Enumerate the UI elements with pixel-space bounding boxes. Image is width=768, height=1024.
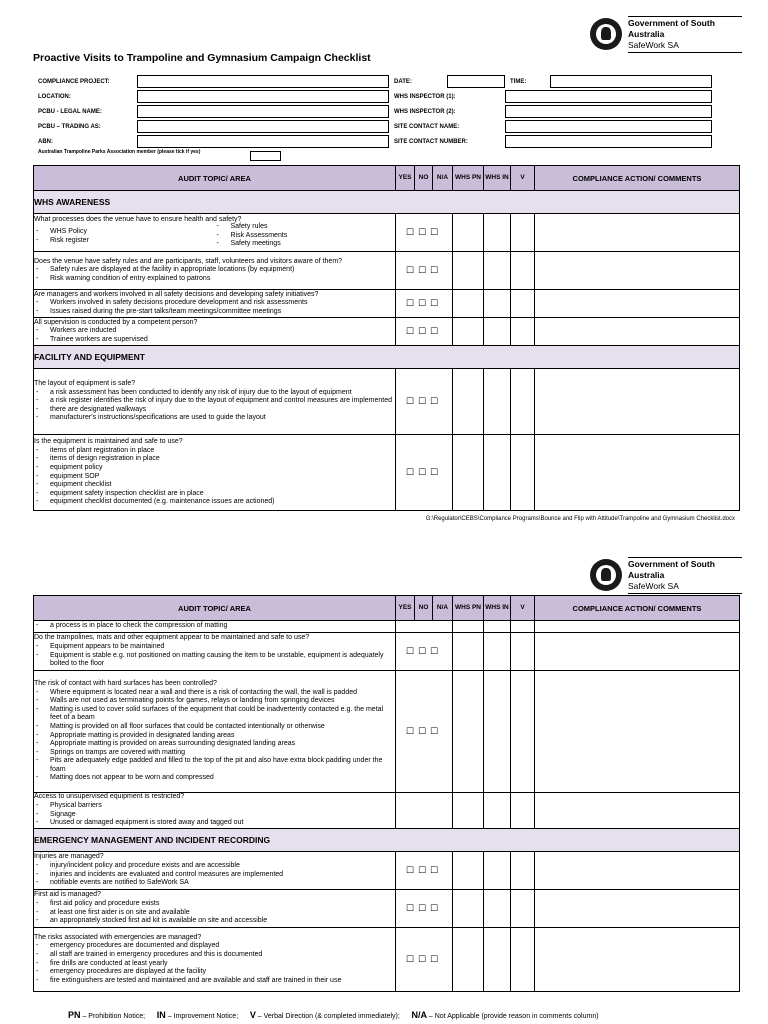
comments-cell[interactable]: [535, 890, 740, 928]
state-seal-icon: [590, 559, 622, 591]
list-item: - Appropriate matting is provided in designated landing areas: [34, 732, 395, 741]
list-item: - Equipment is stable e.g. not positioned on matting causing the item to be unstable, equipment is adequately bolted to the floor: [34, 652, 395, 669]
comments-cell[interactable]: [535, 435, 740, 511]
checkbox-group[interactable]: [396, 621, 453, 633]
checkbox-group[interactable]: ☐☐☐: [396, 890, 453, 928]
agency-name: SafeWork SA: [628, 580, 679, 591]
list-item: - there are designated walkways: [34, 406, 395, 415]
checkbox-group[interactable]: ☐☐☐: [396, 369, 453, 435]
legend-in: IN: [156, 1010, 166, 1020]
label-compliance-project: COMPLIANCE PROJECT:: [38, 79, 110, 85]
list-item: - Walls are not used as terminating points for games, relays or landing from springing devices: [34, 697, 395, 706]
list-item: - a risk assessment has been conducted to identify any risk of injury due to the layout of equipment: [34, 389, 395, 398]
list-item: - injuries and incidents are evaluated and control measures are implemented: [34, 871, 395, 880]
table-row: [34, 318, 740, 346]
v-cell[interactable]: [511, 890, 535, 928]
v-cell[interactable]: [511, 928, 535, 992]
checkbox-group[interactable]: ☐☐☐: [396, 671, 453, 793]
col-yes: YES: [396, 166, 415, 191]
list-item: - Risk register: [34, 237, 215, 246]
question-text: What processes does the venue have to ensure health and safety?: [34, 216, 242, 224]
legend-pn: PN: [68, 1010, 81, 1020]
list-item: - Safety rules are displayed at the facility in appropriate locations (by equipment): [34, 266, 395, 275]
whs-pn-cell[interactable]: [453, 214, 484, 252]
list-item: - notifiable events are notified to SafeWork SA: [34, 879, 395, 888]
section-row: [34, 346, 740, 369]
table-row: [34, 852, 740, 890]
comments-cell[interactable]: [535, 290, 740, 318]
list-item: - Safety rules: [215, 223, 396, 232]
whs-in-cell[interactable]: [484, 671, 511, 793]
label-inspector-1: WHS INSPECTOR (1):: [394, 94, 456, 100]
v-cell[interactable]: [511, 318, 535, 346]
list-item: - Safety meetings: [215, 240, 396, 249]
question-text: The risks associated with emergencies are managed?: [34, 933, 202, 941]
label-pcbu-legal: PCBU - LEGAL NAME:: [38, 109, 102, 115]
question-text: Is the equipment is maintained and safe to use?: [34, 438, 183, 446]
question-text: The risk of contact with hard surfaces has been controlled?: [34, 679, 217, 687]
question-cell: [34, 890, 396, 928]
question-cell: [34, 252, 396, 290]
question-cell: [34, 369, 396, 435]
checkbox-group[interactable]: ☐☐☐: [396, 852, 453, 890]
col-yes: YES: [396, 596, 415, 621]
whs-pn-cell[interactable]: [453, 252, 484, 290]
whs-in-cell[interactable]: [484, 852, 511, 890]
time-field[interactable]: [550, 75, 712, 88]
list-item: - Pits are adequately edge padded and filled to the top of the pit and also have extra block padding under the foam: [34, 757, 395, 774]
question-cell: [34, 852, 396, 890]
v-cell[interactable]: [511, 621, 535, 633]
v-cell[interactable]: [511, 214, 535, 252]
v-cell[interactable]: [511, 369, 535, 435]
comments-cell[interactable]: [535, 633, 740, 671]
list-item: - equipment policy: [34, 464, 395, 473]
legend: [68, 1010, 599, 1020]
question-cell: [34, 633, 396, 671]
table-row: [34, 928, 740, 992]
list-item: - items of plant registration in place: [34, 447, 395, 456]
whs-pn-cell[interactable]: [453, 633, 484, 671]
list-item: - a risk register identifies the risk of injury due to the layout of equipment and control measures are implemented: [34, 397, 395, 406]
site-contact-name-field[interactable]: [505, 120, 712, 133]
list-item: - an appropriately stocked first aid kit is available on site and accessible: [34, 917, 395, 926]
agency-name: SafeWork SA: [628, 39, 679, 50]
question-text: Injuries are managed?: [34, 853, 104, 861]
whs-pn-cell[interactable]: [453, 435, 484, 511]
list-item: - fire drills are conducted at least yearly: [34, 960, 395, 969]
whs-in-cell[interactable]: [484, 369, 511, 435]
site-contact-number-field[interactable]: [505, 135, 712, 148]
v-cell[interactable]: [511, 252, 535, 290]
list-item: - Where equipment is located near a wall and there is a risk of contacting the wall, the wall is padded: [34, 689, 395, 698]
checkbox-group[interactable]: ☐☐☐: [396, 928, 453, 992]
table-row: [34, 369, 740, 435]
checkbox-group[interactable]: ☐☐☐: [396, 252, 453, 290]
list-item: - WHS Policy: [34, 228, 215, 237]
list-item: - Matting is used to cover solid surfaces of the equipment that could be inadvertently contacted e.g. the metal feet of a beam: [34, 706, 395, 723]
col-na: N/A: [433, 596, 453, 621]
list-item: - all staff are trained in emergency procedures and this is documented: [34, 951, 395, 960]
comments-cell[interactable]: [535, 793, 740, 829]
legend-in-text: – Improvement Notice;: [165, 1013, 239, 1020]
question-text: First aid is managed?: [34, 891, 101, 899]
col-v: V: [511, 596, 535, 621]
whs-in-cell[interactable]: [484, 252, 511, 290]
list-item: - emergency procedures are displayed at the facility: [34, 968, 395, 977]
comments-cell[interactable]: [535, 369, 740, 435]
date-field[interactable]: [447, 75, 505, 88]
comments-cell[interactable]: [535, 671, 740, 793]
list-item: - first aid policy and procedure exists: [34, 900, 395, 909]
compliance-project-field[interactable]: [137, 75, 389, 88]
whs-pn-cell[interactable]: [453, 890, 484, 928]
whs-pn-cell[interactable]: [453, 621, 484, 633]
col-whs-pn: WHS PN: [453, 596, 484, 621]
section-row: [34, 191, 740, 214]
whs-in-cell[interactable]: [484, 633, 511, 671]
table-row: [34, 621, 740, 633]
whs-pn-cell[interactable]: [453, 852, 484, 890]
location-field[interactable]: [137, 90, 389, 103]
comments-cell[interactable]: [535, 621, 740, 633]
list-item: - Matting does not appear to be worn and compressed: [34, 774, 395, 783]
legend-v: V: [249, 1010, 256, 1020]
question-text: The layout of equipment is safe?: [34, 380, 136, 388]
col-comments: COMPLIANCE ACTION/ COMMENTS: [535, 166, 740, 191]
legend-pn-text: – Prohibition Notice;: [80, 1013, 146, 1020]
whs-in-cell[interactable]: [484, 793, 511, 829]
col-no: NO: [415, 596, 433, 621]
list-item: - a process is in place to check the compression of matting: [34, 622, 395, 631]
question-cell: [34, 290, 396, 318]
list-item: - Equipment appears to be maintained: [34, 643, 395, 652]
section-facility-equipment: FACILITY AND EQUIPMENT: [34, 346, 740, 369]
checkbox-group[interactable]: ☐☐☐: [396, 435, 453, 511]
list-item: - Physical barriers: [34, 802, 395, 811]
label-site-contact-number: SITE CONTACT NUMBER:: [394, 139, 468, 145]
gov-logo: [590, 14, 742, 54]
label-atpa: Australian Trampoline Parks Association member (please tick if yes): [38, 149, 201, 155]
table-header-row: [34, 596, 740, 621]
table-row: [34, 435, 740, 511]
list-item: - equipment checklist documented (e.g. maintenance issues are actioned): [34, 498, 395, 507]
whs-in-cell[interactable]: [484, 214, 511, 252]
question-cell: [34, 318, 396, 346]
whs-pn-cell[interactable]: [453, 369, 484, 435]
label-time: TIME:: [510, 79, 527, 85]
list-item: - Risk Assessments: [215, 232, 396, 241]
question-cell: [34, 793, 396, 829]
label-abn: ABN:: [38, 139, 53, 145]
whs-in-cell[interactable]: [484, 435, 511, 511]
comments-cell[interactable]: [535, 928, 740, 992]
question-cell: [34, 671, 396, 793]
list-item: - fire extinguishers are tested and maintained and are available and staff are trained in their use: [34, 977, 395, 986]
pcbu-trading-field[interactable]: [137, 120, 389, 133]
list-item: - Springs on tramps are covered with matting: [34, 749, 395, 758]
whs-pn-cell[interactable]: [453, 928, 484, 992]
col-no: NO: [415, 166, 433, 191]
whs-in-cell[interactable]: [484, 318, 511, 346]
abn-field[interactable]: [137, 135, 389, 148]
list-item: - at least one first aider is on site and available: [34, 909, 395, 918]
gov-name: Government of South Australia: [628, 17, 715, 39]
section-whs-awareness: WHS AWARENESS: [34, 191, 740, 214]
comments-cell[interactable]: [535, 252, 740, 290]
checkbox-group[interactable]: ☐☐☐: [396, 214, 453, 252]
table-row: [34, 252, 740, 290]
list-item: - equipment SOP: [34, 473, 395, 482]
table-header-row: [34, 166, 740, 191]
comments-cell[interactable]: [535, 852, 740, 890]
col-whs-in: WHS IN: [484, 596, 511, 621]
v-cell[interactable]: [511, 633, 535, 671]
v-cell[interactable]: [511, 671, 535, 793]
label-pcbu-trading: PCBU – TRADING AS:: [38, 124, 101, 130]
section-emergency: EMERGENCY MANAGEMENT AND INCIDENT RECORDING: [34, 829, 740, 852]
table-row: [34, 793, 740, 829]
col-comments: COMPLIANCE ACTION/ COMMENTS: [535, 596, 740, 621]
legend-v-text: – Verbal Direction (& completed immediately);: [255, 1013, 400, 1020]
list-item: - Matting is provided on all floor surfaces that could be contacted intentionally or otherwise: [34, 723, 395, 732]
table-row: [34, 214, 740, 252]
list-item: - manufacturer's instructions/specifications are used to guide the layout: [34, 414, 395, 423]
label-date: DATE:: [394, 79, 412, 85]
v-cell[interactable]: [511, 290, 535, 318]
gov-logo-page2: [590, 555, 742, 595]
whs-pn-cell[interactable]: [453, 793, 484, 829]
question-text: Do the trampolines, mats and other equipment appear to be maintained and safe to use?: [34, 634, 310, 642]
list-item: - Trainee workers are supervised: [34, 336, 395, 345]
label-site-contact-name: SITE CONTACT NAME:: [394, 124, 460, 130]
col-whs-pn: WHS PN: [453, 166, 484, 191]
list-item: - items of design registration in place: [34, 455, 395, 464]
col-topic: AUDIT TOPIC/ AREA: [34, 596, 396, 621]
page-title: Proactive Visits to Trampoline and Gymnasium Campaign Checklist: [33, 52, 371, 64]
inspector-2-field[interactable]: [505, 105, 712, 118]
comments-cell[interactable]: [535, 318, 740, 346]
question-text: Does the venue have safety rules and are participants, staff, volunteers and visitors aware of them?: [34, 257, 343, 265]
question-text: All supervision is conducted by a competent person?: [34, 318, 198, 326]
v-cell[interactable]: [511, 793, 535, 829]
checkbox-group[interactable]: ☐☐☐: [396, 633, 453, 671]
comments-cell[interactable]: [535, 214, 740, 252]
list-item: - Appropriate matting is provided on areas surrounding designated landing areas: [34, 740, 395, 749]
col-v: V: [511, 166, 535, 191]
inspector-1-field[interactable]: [505, 90, 712, 103]
legend-na-text: – Not Applicable (provide reason in comments column): [426, 1013, 599, 1020]
audit-table-page2: [33, 595, 740, 992]
question-cell: [34, 621, 396, 633]
table-row: [34, 633, 740, 671]
question-cell: [34, 928, 396, 992]
label-inspector-2: WHS INSPECTOR (2):: [394, 109, 456, 115]
table-row: [34, 671, 740, 793]
legend-na: N/A: [411, 1010, 427, 1020]
whs-in-cell[interactable]: [484, 890, 511, 928]
col-whs-in: WHS IN: [484, 166, 511, 191]
whs-in-cell[interactable]: [484, 621, 511, 633]
list-item: - equipment checklist: [34, 481, 395, 490]
checkbox-group[interactable]: [396, 793, 453, 829]
v-cell[interactable]: [511, 852, 535, 890]
document-path: G:\Regulator\CEBS\Compliance Programs\Bounce and Flip with Attitude\Trampoline and Gymnasium Checklist.docx: [425, 516, 735, 522]
whs-pn-cell[interactable]: [453, 318, 484, 346]
list-item: - injury/incident policy and procedure exists and are accessible: [34, 862, 395, 871]
audit-table-page1: [33, 165, 740, 511]
list-item: - Workers are inducted: [34, 327, 395, 336]
table-row: [34, 890, 740, 928]
question-text: Are managers and workers involved in all safety decisions and developing safety initiatives?: [34, 290, 319, 298]
checkbox-group[interactable]: ☐☐☐: [396, 290, 453, 318]
whs-in-cell[interactable]: [484, 290, 511, 318]
list-item: - equipment safety inspection checklist are in place: [34, 490, 395, 499]
state-seal-icon: [590, 18, 622, 50]
col-na: N/A: [433, 166, 453, 191]
question-cell: [34, 214, 396, 252]
gov-name: Government of South Australia: [628, 558, 715, 580]
list-item: - Workers involved in safety decisions procedure development and risk assessments: [34, 299, 395, 308]
list-item: - Signage: [34, 811, 395, 820]
list-item: - emergency procedures are documented and displayed: [34, 942, 395, 951]
whs-pn-cell[interactable]: [453, 671, 484, 793]
list-item: - Issues raised during the pre-start talks/team meetings/committee meetings: [34, 308, 395, 317]
table-row: [34, 290, 740, 318]
question-text: Access to unsupervised equipment is restricted?: [34, 793, 185, 801]
whs-pn-cell[interactable]: [453, 290, 484, 318]
question-cell: [34, 435, 396, 511]
atpa-tick-box[interactable]: [250, 151, 281, 161]
section-row: [34, 829, 740, 852]
pcbu-legal-field[interactable]: [137, 105, 389, 118]
label-location: LOCATION:: [38, 94, 71, 100]
list-item: - Risk warning condition of entry explained to patrons: [34, 275, 395, 284]
col-topic: AUDIT TOPIC/ AREA: [34, 166, 396, 191]
v-cell[interactable]: [511, 435, 535, 511]
checkbox-group[interactable]: ☐☐☐: [396, 318, 453, 346]
list-item: - Unused or damaged equipment is stored away and tagged out: [34, 819, 395, 828]
whs-in-cell[interactable]: [484, 928, 511, 992]
